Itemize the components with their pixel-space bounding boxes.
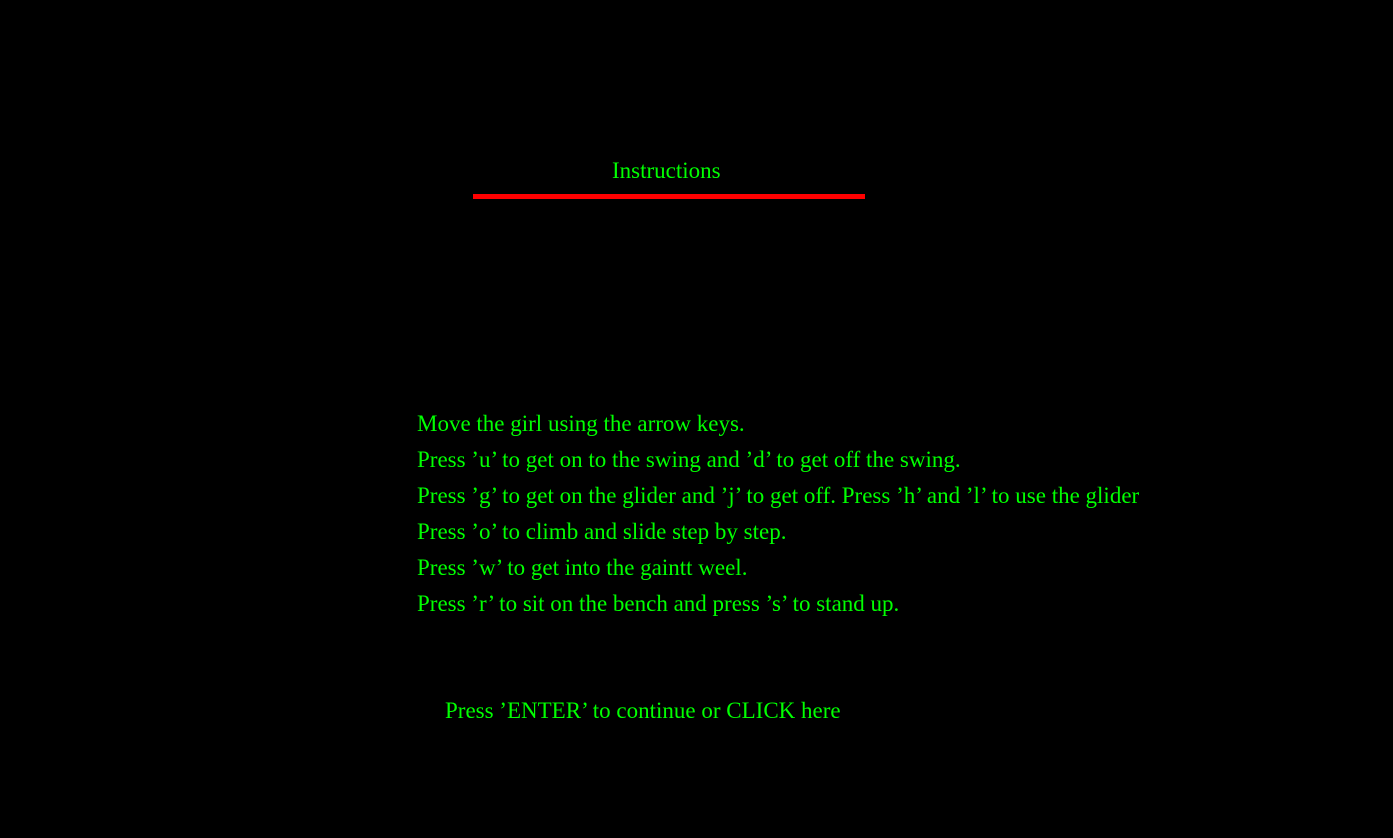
instruction-line-slide: Press ’o’ to climb and slide step by step. — [417, 519, 787, 544]
instruction-line-glider: Press ’g’ to get on the glider and ’j’ to get off. Press ’h’ and ’l’ to use the glider — [417, 483, 1140, 508]
instruction-line-wheel: Press ’w’ to get into the gaintt weel. — [417, 555, 748, 580]
instructions-title: Instructions — [612, 158, 721, 183]
instruction-line-move: Move the girl using the arrow keys. — [417, 411, 745, 436]
instruction-line-swing: Press ’u’ to get on to the swing and ’d’ to get off the swing. — [417, 447, 961, 472]
continue-button[interactable]: Press ’ENTER’ to continue or CLICK here — [445, 698, 841, 723]
instruction-line-bench: Press ’r’ to sit on the bench and press ’s’ to stand up. — [417, 591, 900, 616]
instruction-list — [417, 406, 1139, 622]
title-underline — [473, 194, 865, 199]
